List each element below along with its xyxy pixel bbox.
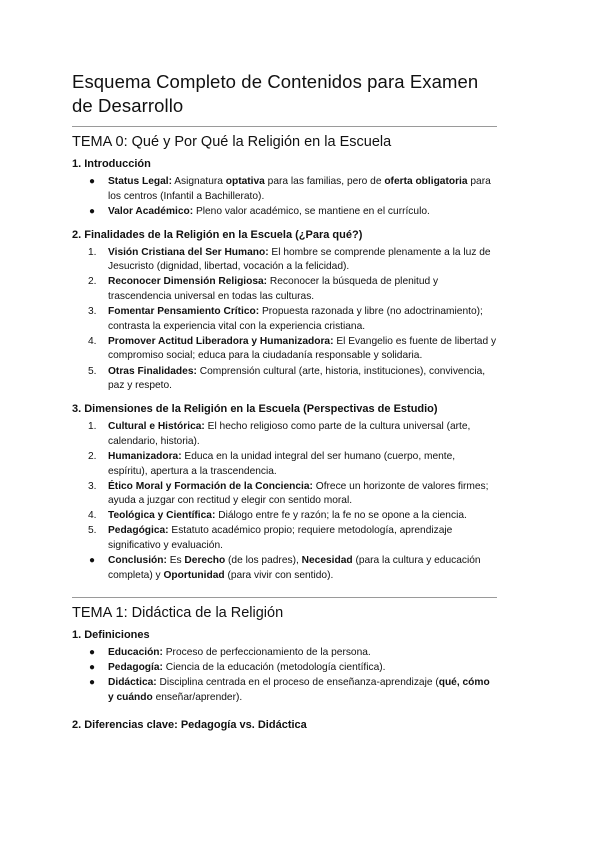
item-term: Pedagógica: (108, 525, 169, 537)
list-item (72, 646, 497, 661)
bullet-icon: ● (89, 676, 96, 688)
item-emphasis: qué, cómo y cuándo (108, 676, 490, 703)
document-title: Esquema Completo de Contenidos para Examen de Desarrollo (72, 71, 479, 116)
item-text: enseñar/aprender). (152, 691, 243, 703)
item-emphasis: Necesidad (301, 555, 353, 567)
item-number: 2. (88, 276, 97, 288)
item-term: Fomentar Pensamiento Crítico: (108, 306, 260, 318)
item-emphasis: optativa (225, 176, 265, 187)
divider (72, 597, 497, 598)
bullet-icon: ● (89, 646, 96, 658)
item-term: Status Legal: (108, 176, 172, 187)
list-item (72, 509, 497, 524)
tema0-s3-list (72, 420, 497, 553)
item-text: Ciencia de la educación (metodología científica). (162, 661, 386, 673)
bullet-icon: ● (89, 555, 96, 567)
item-text: Reconocer la búsqueda de plenitud y trascendencia universal en todas las culturas. (108, 276, 439, 303)
item-number: 4. (88, 510, 97, 522)
divider (72, 126, 497, 127)
tema1-s2-title: 2. Diferencias clave: Pedagogía vs. Didáctica (72, 718, 307, 731)
list-item (72, 554, 497, 583)
tema0-s1-list (72, 175, 497, 219)
item-text: Ofrece un horizonte de valores firmes; ayuda a juzgar con rectitud y elegir con sentido moral. (108, 480, 489, 507)
item-term: Pedagogía: (108, 661, 163, 673)
item-text: Comprensión cultural (arte, historia, instituciones), convivencia, paz y respeto. (108, 365, 486, 392)
item-term: Didáctica: (108, 676, 157, 688)
item-term: Humanizadora: (108, 450, 182, 462)
list-item (72, 365, 497, 394)
item-number: 4. (88, 335, 97, 347)
item-term: Valor Académico: (108, 205, 194, 217)
bullet-icon: ● (89, 205, 96, 217)
list-item (72, 480, 497, 509)
tema0-s2-list (72, 246, 497, 394)
item-emphasis: Derecho (184, 555, 226, 567)
tema0-s3-conclusion-list (72, 554, 497, 583)
item-text: Educa en la unidad integral del ser humano (cuerpo, mente, espíritu), apertura a la trascendencia. (108, 450, 456, 477)
item-text: (de los padres), (225, 555, 302, 567)
item-text: El hombre se comprende plenamente a la luz de Jesucristo (dignidad, libertad, vocación a la felicidad). (108, 246, 491, 273)
item-text: Propuesta razonada y libre (no adoctrinamiento); contrasta la experiencia vital con la experiencia cristiana. (108, 306, 483, 332)
item-term: Promover Actitud Liberadora y Humanizadora: (108, 335, 334, 347)
item-term: Cultural e Histórica: (108, 421, 205, 433)
tema0-s1-title: 1. Introducción (72, 158, 151, 170)
item-text: Proceso de perfeccionamiento de la persona. (162, 646, 371, 658)
item-text: Estatuto académico propio; requiere metodología, aprendizaje significativo y evaluación. (108, 525, 453, 551)
item-term: Ético Moral y Formación de la Conciencia: (108, 480, 313, 492)
item-text: Disciplina centrada en el proceso de enseñanza-aprendizaje ( (156, 676, 439, 688)
list-item (72, 450, 497, 479)
tema1-s1-list (72, 646, 497, 705)
item-text: Diálogo entre fe y razón; la fe no se opone a la ciencia. (215, 510, 467, 522)
item-emphasis: oferta obligatoria (384, 176, 468, 187)
item-number: 3. (88, 480, 97, 492)
item-term: Conclusión: (108, 555, 167, 567)
item-text: Asignatura (171, 176, 226, 187)
bullet-icon: ● (89, 661, 96, 673)
list-item (72, 335, 497, 364)
tema0-heading: TEMA 0: Qué y Por Qué la Religión en la Escuela (72, 134, 392, 150)
item-text: El Evangelio es fuente de libertad y compromiso social; educa para la ciudadanía responsable y solidaria. (108, 335, 497, 362)
item-number: 5. (88, 525, 97, 537)
item-text: El hecho religioso como parte de la cultura universal (arte, calendario, historia). (108, 421, 471, 447)
item-term: Otras Finalidades: (108, 365, 197, 377)
list-item (72, 246, 497, 275)
bullet-icon: ● (89, 176, 96, 187)
item-text: para los centros (Infantil a Bachillerato). (108, 176, 491, 202)
item-term: Visión Cristiana del Ser Humano: (108, 246, 269, 258)
tema1-heading: TEMA 1: Didáctica de la Religión (72, 604, 284, 621)
item-number: 1. (88, 246, 97, 258)
document-page (72, 70, 497, 736)
item-term: Teológica y Científica: (108, 510, 216, 522)
list-item (72, 420, 497, 449)
tema0-s2-title: 2. Finalidades de la Religión en la Escuela (¿Para qué?) (72, 228, 363, 241)
item-text: para las familias, pero de (264, 176, 385, 187)
item-number: 5. (88, 365, 97, 377)
item-text: Es (166, 555, 185, 567)
list-item (72, 175, 497, 204)
item-term: Reconocer Dimensión Religiosa: (108, 276, 268, 288)
item-number: 1. (88, 421, 97, 433)
item-text: (para la cultura y educación completa) y (108, 555, 481, 581)
list-item (72, 205, 497, 220)
item-term: Educación: (108, 646, 163, 658)
item-number: 2. (88, 450, 97, 462)
item-text: (para vivir con sentido). (224, 569, 334, 581)
item-text: Pleno valor académico, se mantiene en el currículo. (193, 205, 430, 217)
list-item (72, 676, 497, 705)
list-item (72, 275, 497, 304)
list-item (72, 524, 497, 553)
tema1-s1-title: 1. Definiciones (72, 628, 150, 641)
tema0-s3-title: 3. Dimensiones de la Religión en la Escuela (Perspectivas de Estudio) (72, 403, 438, 416)
item-number: 3. (88, 306, 97, 318)
list-item (72, 305, 497, 334)
item-emphasis: Oportunidad (163, 569, 225, 581)
list-item (72, 661, 497, 676)
